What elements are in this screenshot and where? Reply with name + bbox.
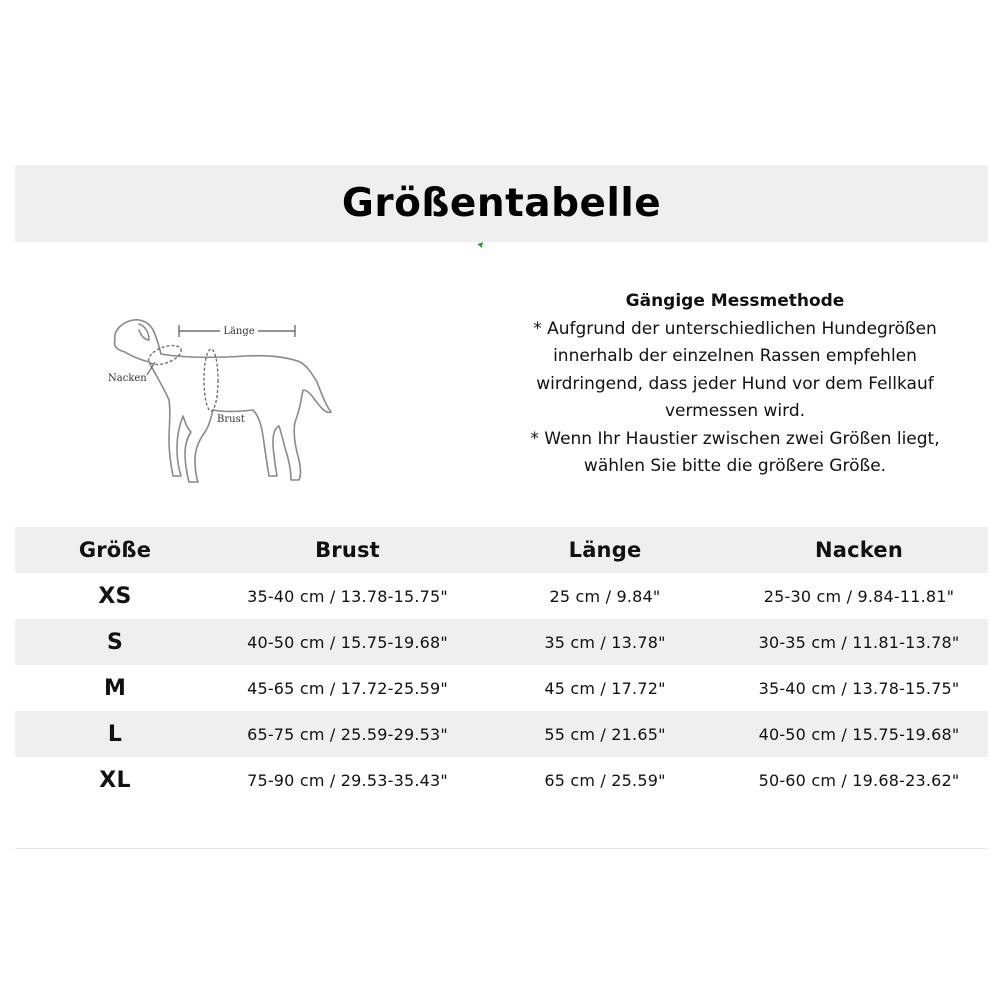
method-line: wählen Sie bitte die größere Größe. [583,456,887,476]
header-size: Größe [78,538,152,562]
neck-label: Nacken [108,373,147,384]
size-cell: S [106,629,124,655]
chest-cell: 75-90 cm / 29.53-35.43" [247,770,448,790]
table-row [15,665,988,711]
method-line: wirdringend, dass jeder Hund vor dem Fellkauf [536,373,934,394]
neck-cell: 40-50 cm / 15.75-19.68" [758,724,960,744]
neck-cell: 35-40 cm / 13.78-15.75" [758,678,960,698]
neck-cell: 30-35 cm / 11.81-13.78" [758,632,960,652]
chest-cell: 40-50 cm / 15.75-19.68" [247,632,448,652]
chest-label: Brust [217,414,245,425]
length-cell: 65 cm / 25.59" [544,770,666,790]
measurement-method [500,288,970,481]
neck-cell: 50-60 cm / 19.68-23.62" [758,770,960,790]
method-line: vermessen wird. [664,401,806,421]
size-cell: M [103,675,127,701]
table-row [15,573,988,619]
chest-cell: 35-40 cm / 13.78-15.75" [247,586,448,606]
length-cell: 25 cm / 9.84" [549,586,661,606]
dog-measurement-diagram [95,300,340,490]
method-line: innerhalb der einzelnen Rassen empfehlen [553,346,917,366]
table-row [15,711,988,757]
chest-measure-ring [204,349,218,411]
size-cell: XS [98,583,132,609]
method-heading: Gängige Messmethode [625,291,845,311]
table-row [15,619,988,665]
size-cell: L [107,721,123,747]
chest-cell: 65-75 cm / 25.59-29.53" [247,724,448,744]
page-title: Größentabelle [341,181,662,226]
length-cell: 35 cm / 13.78" [544,632,666,652]
neck-cell: 25-30 cm / 9.84-11.81" [763,586,955,606]
table-header-row [15,527,988,573]
length-cell: 55 cm / 21.65" [544,724,666,744]
table-row [15,757,988,803]
title-band [15,165,988,242]
chest-cell: 45-65 cm / 17.72-25.59" [247,678,448,698]
size-cell: XL [99,767,131,793]
header-length: Länge [568,538,642,562]
green-accent-mark [477,242,484,249]
header-chest: Brust [315,538,380,562]
bottom-divider [15,848,988,849]
size-table [15,527,988,803]
method-line: * Wenn Ihr Haustier zwischen zwei Größen liegt, [530,428,940,449]
length-cell: 45 cm / 17.72" [544,678,666,698]
length-label: Länge [223,326,255,337]
dog-outline [114,320,331,482]
header-neck: Nacken [815,538,903,562]
method-line: * Aufgrund der unterschiedlichen Hundegrößen [533,318,937,339]
